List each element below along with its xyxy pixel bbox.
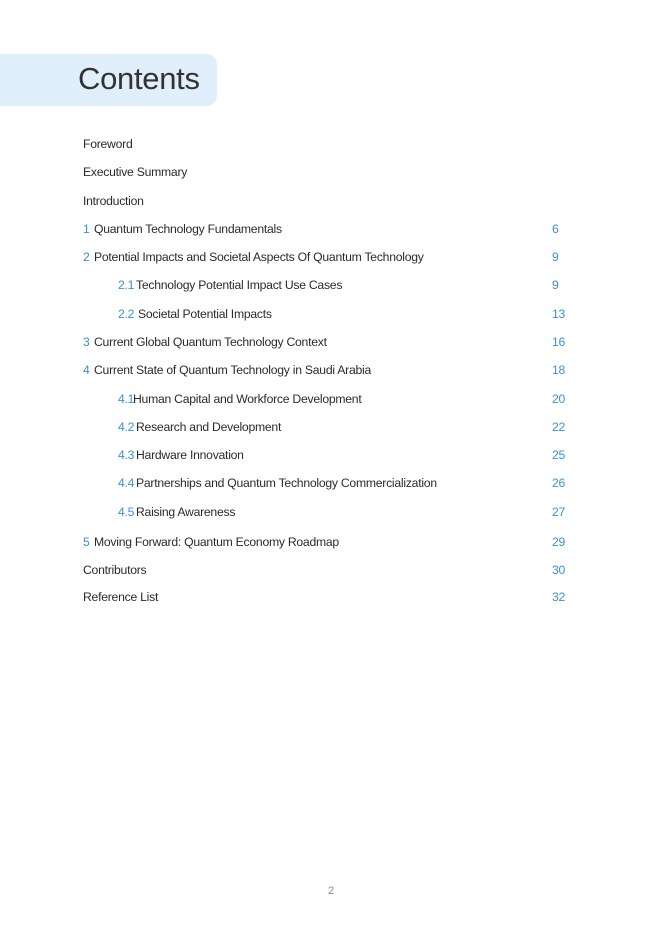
toc-entry-section-2[interactable]: [0, 248, 662, 266]
toc-entry-page: 22: [552, 420, 566, 434]
toc-entry-section-4-4[interactable]: [0, 474, 662, 492]
toc-entry-page: 9: [552, 250, 559, 264]
toc-entry-page: 6: [552, 222, 559, 236]
toc-entry-label: Raising Awareness: [136, 505, 236, 519]
toc-entry-label: Human Capital and Workforce Development: [133, 392, 362, 406]
toc-entry-label: Moving Forward: Quantum Economy Roadmap: [94, 535, 339, 549]
toc-entry-number: 4.5: [118, 505, 135, 519]
toc-entry-label: Technology Potential Impact Use Cases: [136, 278, 343, 292]
toc-entry-number: 3: [83, 335, 90, 349]
toc-entry-label: Reference List: [83, 590, 159, 604]
toc-entry-number: 4.1: [118, 392, 135, 406]
toc-entry-section-1[interactable]: [0, 220, 662, 238]
toc-entry-number: 2.1: [118, 278, 135, 292]
toc-entry-section-4-1[interactable]: [0, 390, 662, 408]
toc-entry-number: 4: [83, 363, 90, 377]
toc-entry-number: 5: [83, 535, 90, 549]
toc-entry-number: 1: [83, 222, 90, 236]
toc-entry-section-2-2[interactable]: [0, 305, 662, 323]
toc-entry-page: 29: [552, 535, 566, 549]
toc-entry-section-4-2[interactable]: [0, 418, 662, 436]
toc-entry-number: 4.2: [118, 420, 135, 434]
toc-entry-section-4-3[interactable]: [0, 446, 662, 464]
toc-entry-label: Contributors: [83, 563, 147, 577]
toc-entry-page: 32: [552, 590, 566, 604]
toc-entry-label: Research and Development: [136, 420, 282, 434]
toc-entry-label: Hardware Innovation: [136, 448, 244, 462]
toc-entry-section-4[interactable]: [0, 361, 662, 379]
toc-entry-page: 27: [552, 505, 566, 519]
toc-entry-number: 4.3: [118, 448, 135, 462]
toc-entry-page: 9: [552, 278, 559, 292]
toc-entry-section-5[interactable]: [0, 533, 662, 551]
toc-entry-page: 16: [552, 335, 566, 349]
toc-entry-page: 18: [552, 363, 566, 377]
toc-entry-page: 13: [552, 307, 566, 321]
toc-entry-page: 30: [552, 563, 566, 577]
toc-entry-label: Potential Impacts and Societal Aspects Of Quantum Technology: [94, 250, 424, 264]
toc-entry-label: Introduction: [83, 194, 144, 208]
toc-entry-page: 25: [552, 448, 566, 462]
toc-entry-label: Partnerships and Quantum Technology Commercialization: [136, 476, 437, 490]
toc-entry-label: Societal Potential Impacts: [138, 307, 272, 321]
toc-entry-introduction[interactable]: [0, 192, 662, 210]
toc-entry-page: 20: [552, 392, 566, 406]
toc-entry-foreword[interactable]: [0, 135, 662, 153]
toc-entry-contributors[interactable]: [0, 561, 662, 579]
page-number: 2: [327, 885, 335, 897]
toc-entry-label: Current Global Quantum Technology Context: [94, 335, 327, 349]
toc-entry-reference-list[interactable]: [0, 588, 662, 606]
toc-entry-label: Executive Summary: [83, 165, 188, 179]
toc-entry-section-3[interactable]: [0, 333, 662, 351]
toc-entry-section-4-5[interactable]: [0, 503, 662, 521]
toc-entry-label: Foreword: [83, 137, 133, 151]
toc-entry-label: Current State of Quantum Technology in Saudi Arabia: [94, 363, 371, 377]
toc-entry-label: Quantum Technology Fundamentals: [94, 222, 282, 236]
toc-entry-page: 26: [552, 476, 566, 490]
toc-entry-executive-summary[interactable]: [0, 163, 662, 181]
toc-entry-number: 2: [83, 250, 90, 264]
toc-entry-section-2-1[interactable]: [0, 276, 662, 294]
toc-entry-number: 4.4: [118, 476, 135, 490]
page-title: Contents: [78, 61, 200, 96]
toc-entry-number: 2.2: [118, 307, 135, 321]
